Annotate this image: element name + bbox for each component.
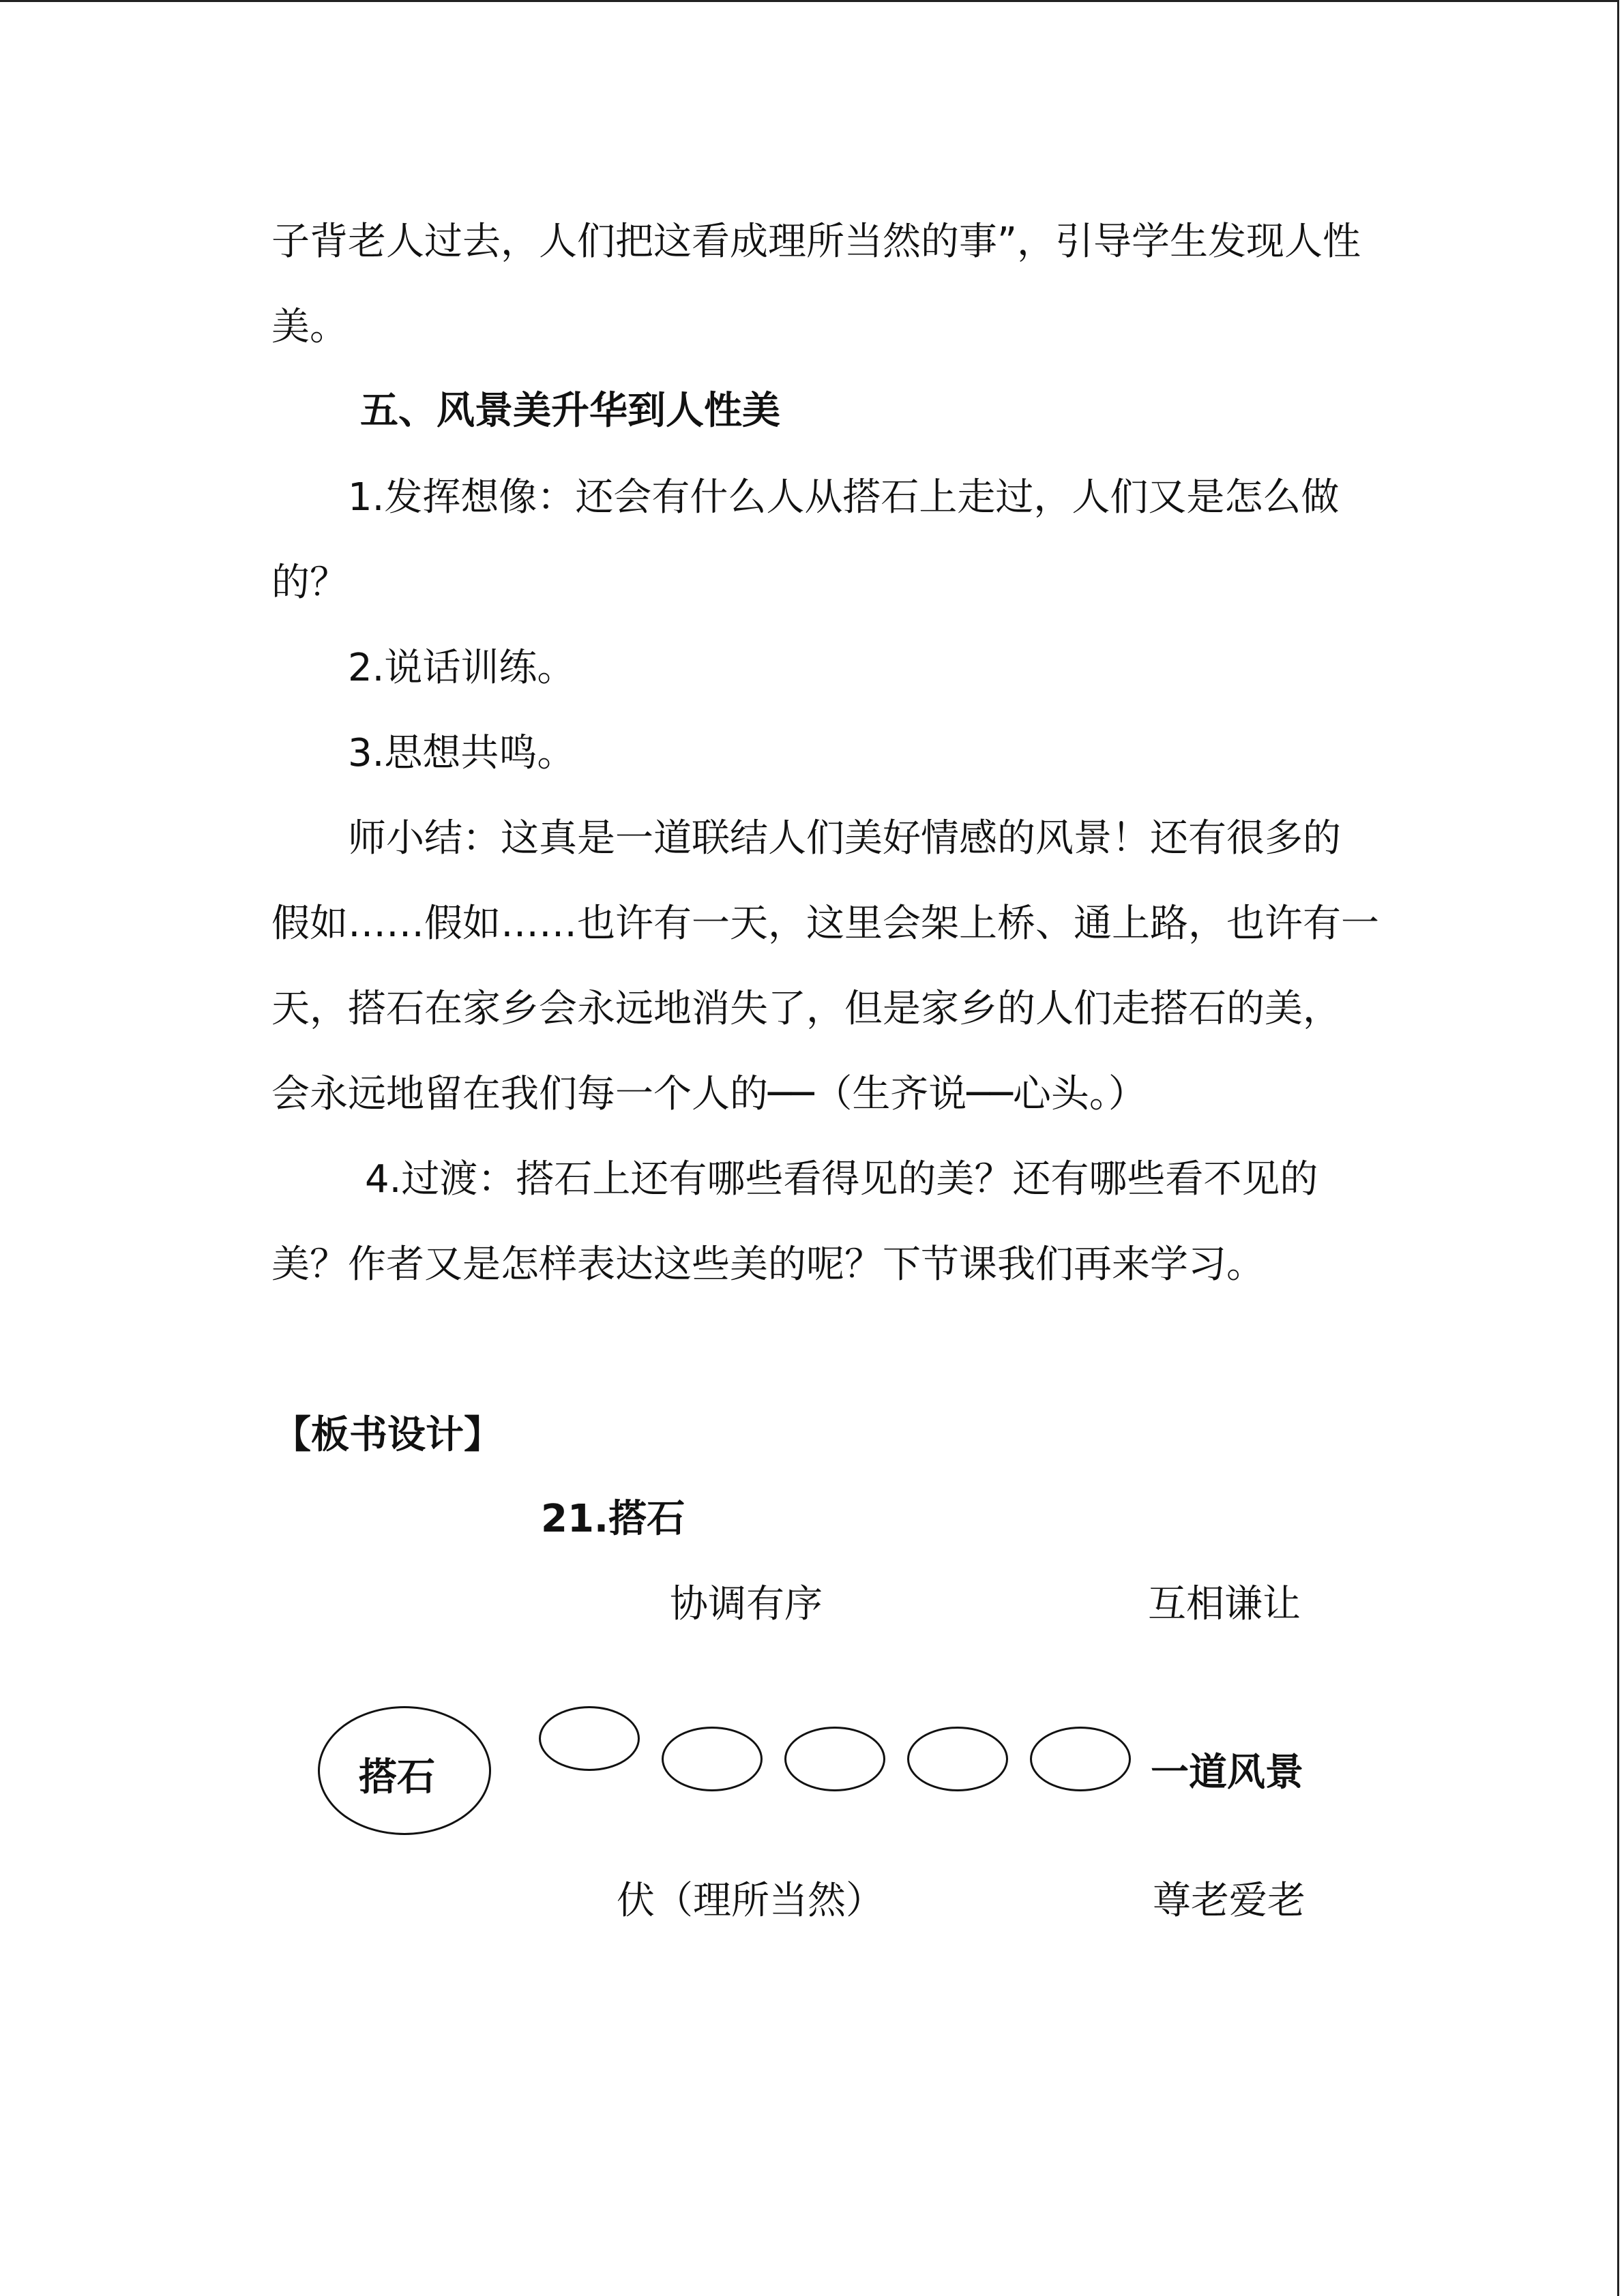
paragraph-line: 3.思想共鸣。: [348, 731, 576, 775]
scenery-label: 一道风景: [1151, 1750, 1303, 1795]
board-heading: 【板书设计】: [273, 1413, 502, 1457]
board-title: 21.搭石: [541, 1497, 685, 1541]
stone-oval: [784, 1727, 885, 1791]
paragraph-line: 美？作者又是怎样表达这些美的呢？下节课我们再来学习。: [271, 1242, 1265, 1287]
section-heading: 五、风景美升华到人性美: [360, 389, 780, 433]
paragraph-line: 美。: [271, 305, 348, 349]
paragraph-line: 天，搭石在家乡会永远地消失了，但是家乡的人们走搭石的美，: [271, 987, 1341, 1031]
paragraph-line: 2.说话训练。: [348, 646, 576, 690]
paragraph-line: 假如……假如……也许有一天，这里会架上桥、通上路，也许有一: [271, 901, 1379, 946]
paragraph-line: 师小结：这真是一道联结人们美好情感的风景！还有很多的: [348, 816, 1341, 861]
paragraph-line: 的？: [271, 561, 348, 605]
paragraph-line: 4.过渡：搭石上还有哪些看得见的美？还有哪些看不见的: [365, 1157, 1318, 1202]
stone-oval: [662, 1727, 763, 1791]
paragraph-line: 子背老人过去，人们把这看成理所当然的事”，引导学生发现人性: [271, 220, 1361, 264]
stone-oval: [539, 1706, 640, 1771]
top-left-label: 协调有序: [670, 1582, 823, 1626]
bottom-right-label: 尊老爱老: [1153, 1879, 1305, 1923]
bottom-left-label: 伏（理所当然）: [617, 1879, 884, 1923]
stone-oval: [907, 1727, 1008, 1791]
paragraph-line: 1.发挥想像：还会有什么人从搭石上走过，人们又是怎么做: [348, 475, 1340, 520]
paragraph-line: 会永远地留在我们每一个人的──（生齐说──心头。）: [271, 1072, 1147, 1116]
top-right-label: 互相谦让: [1148, 1582, 1301, 1626]
stone-label: 搭石: [359, 1755, 435, 1800]
stone-oval: [1030, 1727, 1131, 1791]
